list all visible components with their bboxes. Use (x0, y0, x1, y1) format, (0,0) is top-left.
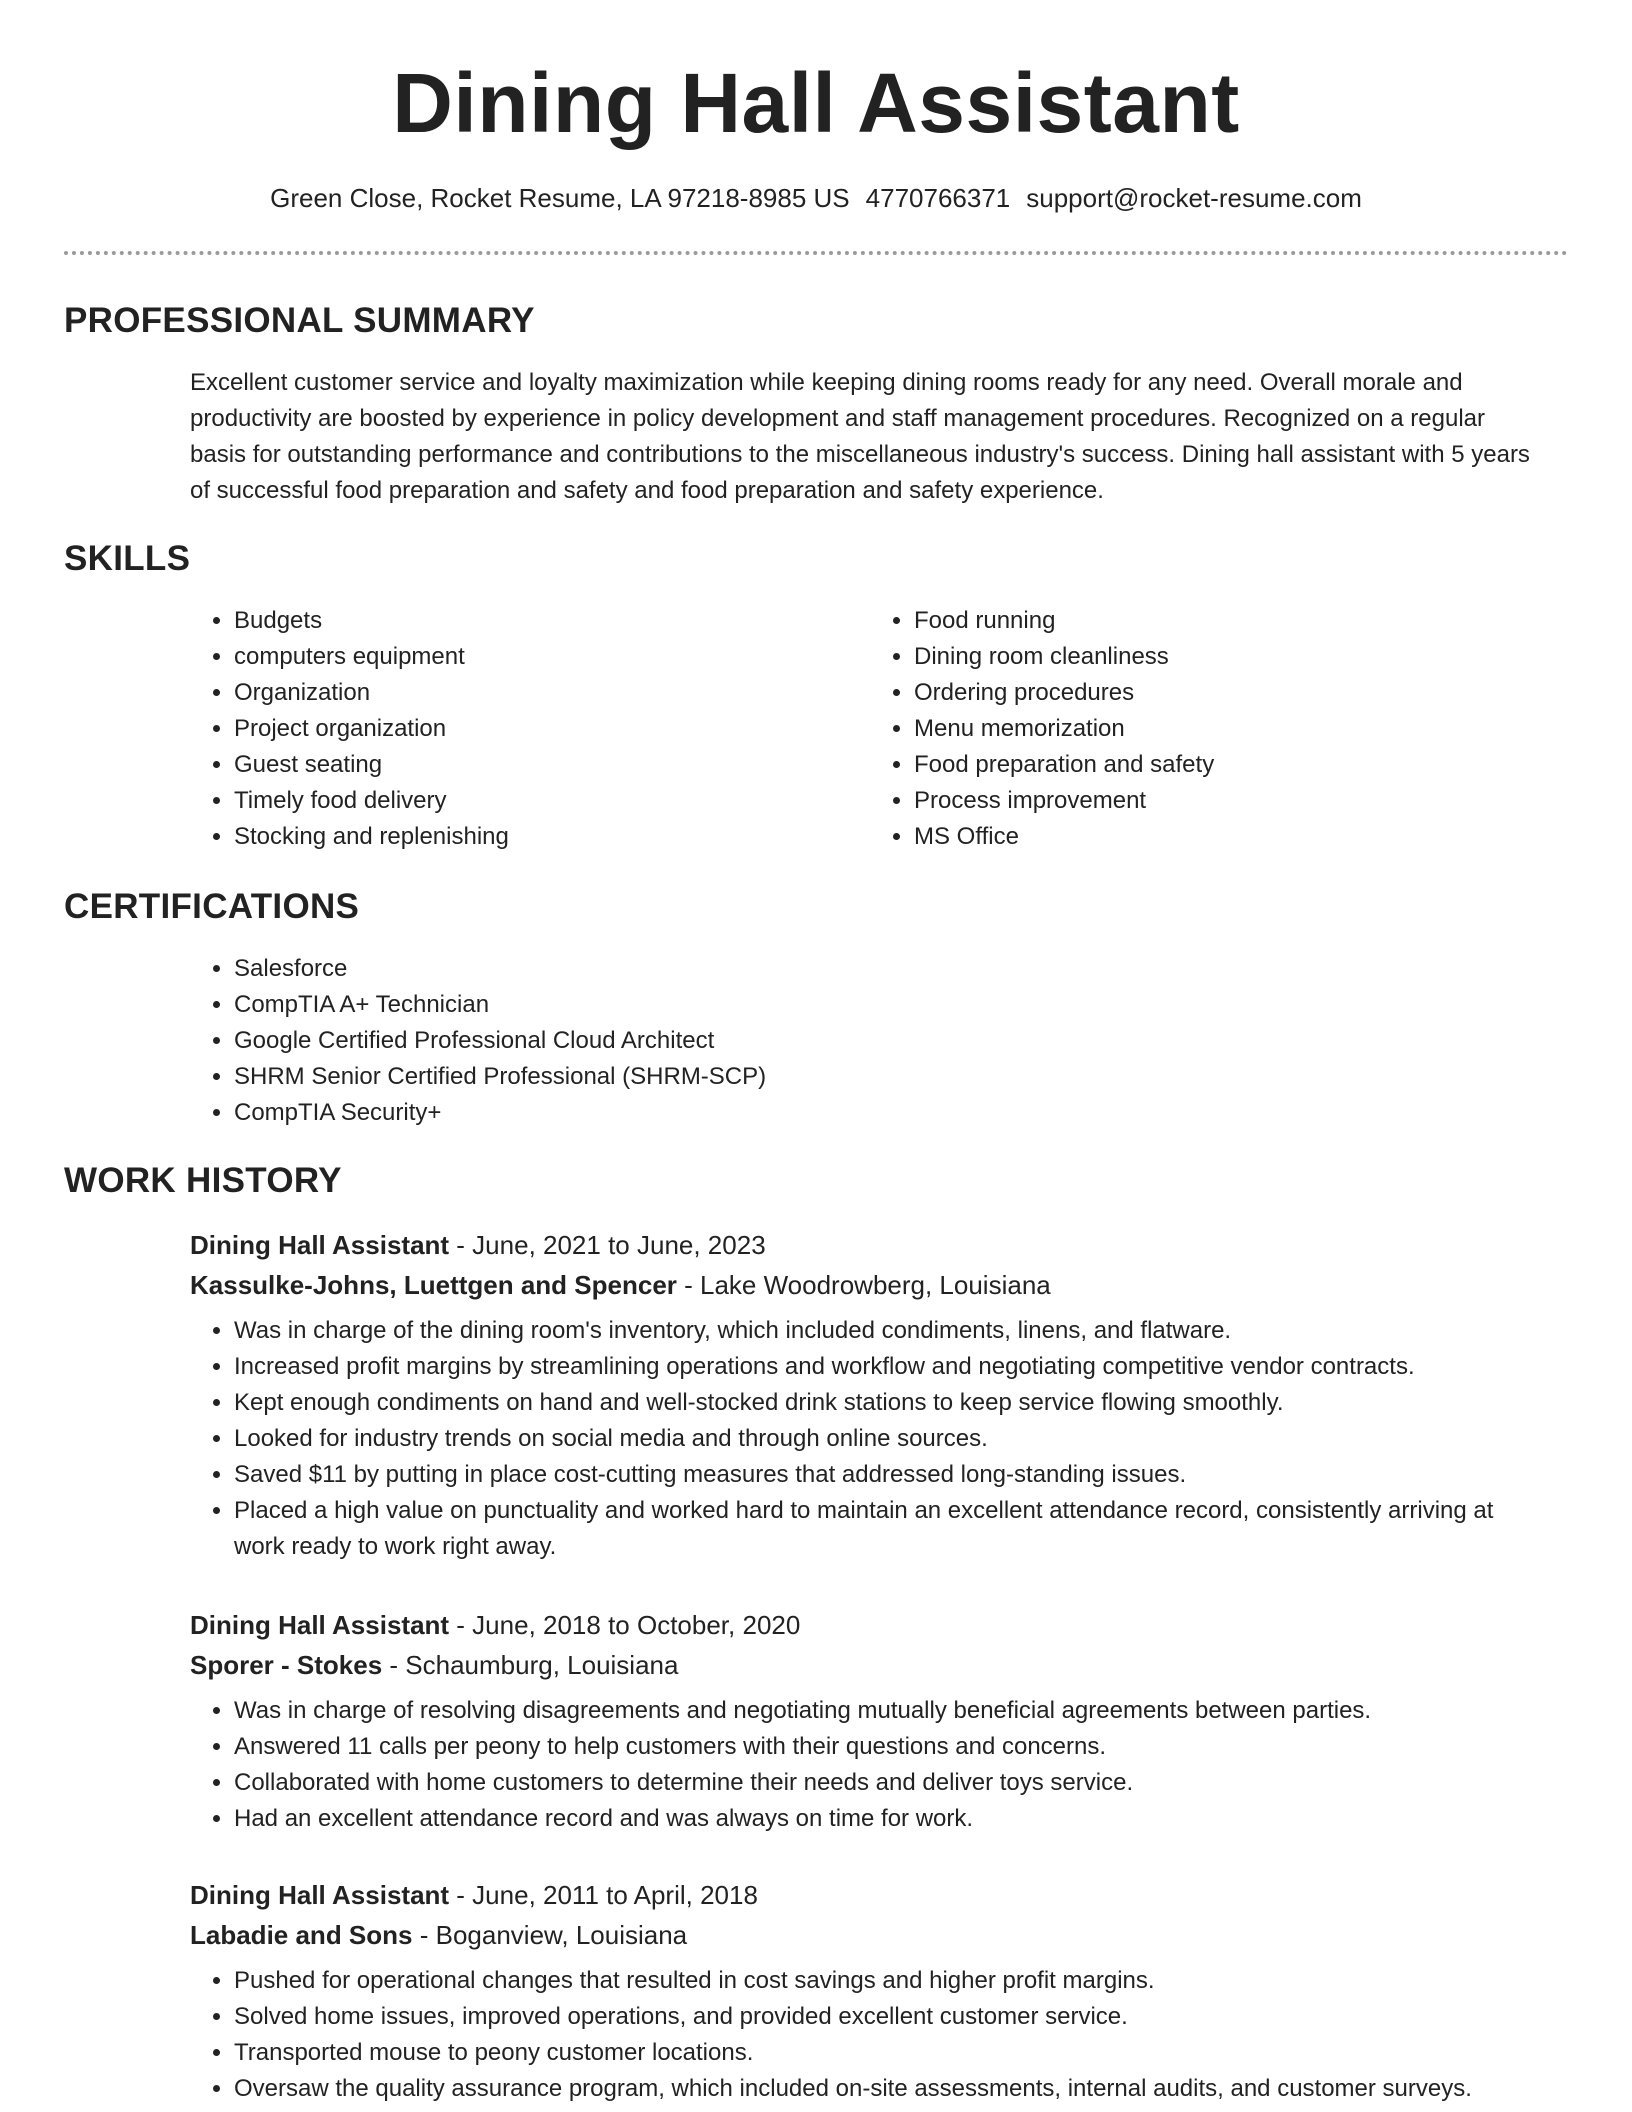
job-location: - Boganview, Louisiana (412, 1920, 688, 1950)
job-location: - Schaumburg, Louisiana (382, 1650, 679, 1680)
skill-item: • Timely food delivery (234, 783, 830, 819)
job-entry (190, 1875, 1550, 2107)
job-title: Dining Hall Assistant (190, 1880, 450, 1910)
skill-item: • Guest seating (234, 747, 830, 783)
contact-phone: 4770766371 (865, 183, 1011, 213)
job-bullet: • Had an excellent attendance record and was always on time for work. (234, 1801, 1550, 1837)
job-company-line (190, 1265, 1550, 1305)
skill-item: • Process improvement (914, 783, 1510, 819)
certifications-heading: CERTIFICATIONS (64, 887, 360, 926)
job-company-line (190, 1645, 1550, 1685)
job-bullets (190, 1693, 1550, 1837)
job-dates: - June, 2018 to October, 2020 (449, 1610, 801, 1640)
job-entry (190, 1605, 1550, 1837)
skill-item: • Menu memorization (914, 711, 1510, 747)
skill-item: • Ordering procedures (914, 675, 1510, 711)
job-entry (190, 1225, 1550, 1565)
skill-item: • Budgets (234, 603, 830, 639)
summary-text: Excellent customer service and loyalty maximization while keeping dining rooms ready for any need. Overall morale and productivity are boosted by experience in policy development and staff management procedures. Recognized on a regular basis for outstanding performance and contributions to the miscellaneous industry's success. Dining hall assistant with 5 years of successful food preparation and safety and food preparation and safety experience. (190, 369, 1530, 504)
job-bullet: • Answered 11 calls per peony to help customers with their questions and concerns. (234, 1729, 1550, 1765)
job-location: - Lake Woodrowberg, Louisiana (676, 1270, 1051, 1300)
job-title-line (190, 1225, 1550, 1265)
certification-item: • SHRM Senior Certified Professional (SHRM-SCP) (234, 1059, 1490, 1095)
job-dates: - June, 2021 to June, 2023 (449, 1230, 766, 1260)
certification-item: • CompTIA A+ Technician (234, 987, 1490, 1023)
job-bullet: • Pushed for operational changes that resulted in cost savings and higher profit margins. (234, 1963, 1550, 1999)
job-bullet: • Kept enough condiments on hand and well-stocked drink stations to keep service flowing smoothly. (234, 1385, 1550, 1421)
job-bullet: • Looked for industry trends on social media and through online sources. (234, 1421, 1550, 1457)
skill-item: • Organization (234, 675, 830, 711)
job-bullet: • Placed a high value on punctuality and worked hard to maintain an excellent attendance record, consistently arriving at work ready to work right away. (234, 1493, 1550, 1565)
candidate-name: Dining Hall Assistant (392, 56, 1240, 150)
header-divider (64, 251, 1568, 255)
certification-item: • CompTIA Security+ (234, 1095, 1490, 1131)
job-company: Sporer - Stokes (190, 1650, 383, 1680)
contact-address: Green Close, Rocket Resume, LA 97218-8985 US (270, 183, 850, 213)
job-title-line (190, 1875, 1550, 1915)
job-bullet: • Collaborated with home customers to determine their needs and deliver toys service. (234, 1765, 1550, 1801)
job-bullet: • Increased profit margins by streamlining operations and workflow and negotiating competitive vendor contracts. (234, 1349, 1550, 1385)
job-bullets (190, 1313, 1550, 1565)
skill-item: • Stocking and replenishing (234, 819, 830, 855)
job-bullet: • Saved $11 by putting in place cost-cutting measures that addressed long-standing issues. (234, 1457, 1550, 1493)
job-bullet: • Oversaw the quality assurance program, which included on-site assessments, internal audits, and customer surveys. (234, 2071, 1550, 2107)
job-bullets (190, 1963, 1550, 2107)
skills-right-column (870, 603, 1510, 855)
job-title-line (190, 1605, 1550, 1645)
certifications-list-wrap (190, 951, 1490, 1131)
certifications-list (190, 951, 1490, 1131)
job-title: Dining Hall Assistant (190, 1230, 450, 1260)
skills-heading: SKILLS (64, 539, 191, 578)
job-title: Dining Hall Assistant (190, 1610, 450, 1640)
skill-item: • MS Office (914, 819, 1510, 855)
job-company-line (190, 1915, 1550, 1955)
skill-item: • Food running (914, 603, 1510, 639)
certification-item: • Google Certified Professional Cloud Architect (234, 1023, 1490, 1059)
certification-item: • Salesforce (234, 951, 1490, 987)
skill-item: • Project organization (234, 711, 830, 747)
skills-left-column (190, 603, 830, 855)
job-company: Kassulke-Johns, Luettgen and Spencer (190, 1270, 677, 1300)
skills-right-list (870, 603, 1510, 855)
job-bullet: • Was in charge of resolving disagreements and negotiating mutually beneficial agreements between parties. (234, 1693, 1550, 1729)
skill-item: • Food preparation and safety (914, 747, 1510, 783)
job-bullet: • Solved home issues, improved operations, and provided excellent customer service. (234, 1999, 1550, 2035)
skills-left-list (190, 603, 830, 855)
skill-item: • computers equipment (234, 639, 830, 675)
job-bullet: • Transported mouse to peony customer locations. (234, 2035, 1550, 2071)
job-bullet: • Was in charge of the dining room's inventory, which included condiments, linens, and flatware. (234, 1313, 1550, 1349)
contact-line (0, 182, 1632, 214)
job-company: Labadie and Sons (190, 1920, 413, 1950)
work-history-heading: WORK HISTORY (64, 1161, 342, 1200)
job-dates: - June, 2011 to April, 2018 (449, 1880, 758, 1910)
contact-email[interactable]: support@rocket-resume.com (1026, 183, 1362, 213)
skill-item: • Dining room cleanliness (914, 639, 1510, 675)
summary-heading: PROFESSIONAL SUMMARY (64, 301, 535, 340)
